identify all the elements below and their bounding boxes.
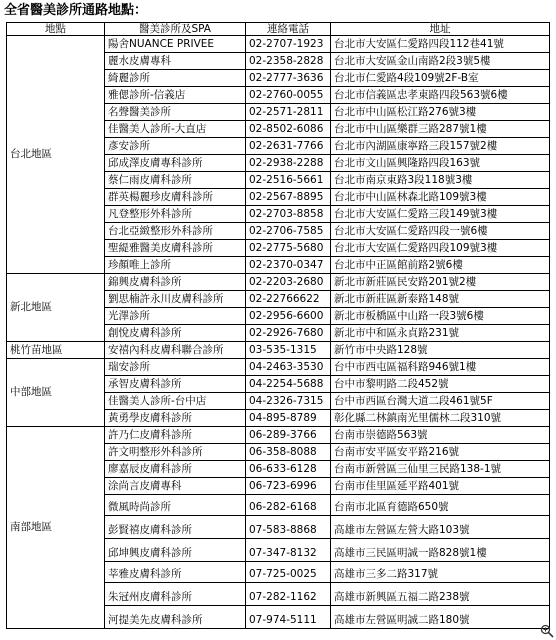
clinic-name-cell: 凡登整形外科診所 <box>105 206 246 223</box>
clinic-name-cell: 聖緹雅醫美皮膚科診所 <box>105 240 246 257</box>
header-address: 地址 <box>331 23 550 36</box>
clinic-name-cell: 黃勇學皮膚科診所 <box>105 410 246 427</box>
phone-cell: 07-583-8868 <box>246 516 331 539</box>
header-clinic: 醫美診所及SPA <box>105 23 246 36</box>
phone-cell: 04-895-8789 <box>246 410 331 427</box>
address-cell: 台北市信義區忠孝東路四段563號6樓 <box>331 87 550 104</box>
address-cell: 台北市中山區林森北路109號3樓 <box>331 189 550 206</box>
region-cell: 南部地區 <box>7 427 105 629</box>
address-cell: 新竹市中央路128號 <box>331 342 550 359</box>
phone-cell: 06-633-6128 <box>246 461 331 478</box>
address-cell: 台北市中山區樂群三路287號1樓 <box>331 121 550 138</box>
clinic-name-cell: 朱冠州皮膚科診所 <box>105 583 246 606</box>
clinic-name-cell: 麗水皮膚專科 <box>105 53 246 70</box>
clinic-name-cell: 珍顏唯上診所 <box>105 257 246 274</box>
clinic-name-cell: 佳醫美人診所-台中店 <box>105 393 246 410</box>
phone-cell: 04-2463-3530 <box>246 359 331 376</box>
phone-cell: 02-2203-2680 <box>246 274 331 291</box>
phone-cell: 02-2703-8858 <box>246 206 331 223</box>
phone-cell: 02-2938-2288 <box>246 155 331 172</box>
address-cell: 台北市中山區松江路276號3樓 <box>331 104 550 121</box>
phone-cell: 06-358-8088 <box>246 444 331 461</box>
clinic-name-cell: 名聲醫美診所 <box>105 104 246 121</box>
address-cell: 台南市安平區安平路216號 <box>331 444 550 461</box>
phone-cell: 02-2358-2828 <box>246 53 331 70</box>
phone-cell: 02-2571-2811 <box>246 104 331 121</box>
phone-cell: 07-282-1162 <box>246 583 331 606</box>
page-title: 全省醫美診所通路地點： <box>4 3 148 18</box>
clinic-name-cell: 彥安診所 <box>105 138 246 155</box>
address-cell: 新北市中和區永貞路231號 <box>331 325 550 342</box>
clinic-name-cell: 群英楊麗珍皮膚科診所 <box>105 189 246 206</box>
address-cell: 台南市崇德路563號 <box>331 427 550 444</box>
region-cell: 新北地區 <box>7 274 105 342</box>
header-location: 地點 <box>7 23 105 36</box>
clinic-name-cell: 涂尚言皮膚專科 <box>105 478 246 495</box>
clinic-name-cell: 創悅皮膚科診所 <box>105 325 246 342</box>
table-body <box>7 36 550 629</box>
phone-cell: 02-22766622 <box>246 291 331 308</box>
clinic-name-cell: 邱成澤皮膚專科診所 <box>105 155 246 172</box>
address-cell: 台北市大安區金山南路2段3號5樓 <box>331 53 550 70</box>
address-cell: 台北市大安區仁愛路四段109號3樓 <box>331 240 550 257</box>
address-cell: 高雄市左營區左營大路103號 <box>331 516 550 539</box>
region-cell: 台北地區 <box>7 36 105 274</box>
clinic-name-cell: 莘雅皮膚科診所 <box>105 562 246 583</box>
address-cell: 台北市內湖區康寧路三段157號2樓 <box>331 138 550 155</box>
phone-cell: 02-2707-1923 <box>246 36 331 53</box>
clinic-name-cell: 蔡仁雨皮膚科診所 <box>105 172 246 189</box>
phone-cell: 02-2775-5680 <box>246 240 331 257</box>
address-cell: 高雄市三多二路317號 <box>331 562 550 583</box>
address-cell: 新北市新莊區民安路201號2樓 <box>331 274 550 291</box>
clinic-name-cell: 光澤診所 <box>105 308 246 325</box>
address-cell: 彰化縣二林鎮南光里儒林二段310號 <box>331 410 550 427</box>
address-cell: 台中市西區台灣大道二段461號5F <box>331 393 550 410</box>
address-cell: 新北市板橋區中山路一段3號6樓 <box>331 308 550 325</box>
clinic-table <box>6 22 550 629</box>
header-phone: 連絡電話 <box>246 23 331 36</box>
phone-cell: 02-2706-7585 <box>246 223 331 240</box>
clinic-name-cell: 許文明整形外科診所 <box>105 444 246 461</box>
clinic-name-cell: 承智皮膚科診所 <box>105 376 246 393</box>
clinic-name-cell: 佳醫美人診所-大直店 <box>105 121 246 138</box>
address-cell: 高雄市三民區明誠一路828號1樓 <box>331 539 550 562</box>
address-cell: 台中市西屯區福科路946號1樓 <box>331 359 550 376</box>
address-cell: 台南市佳里區延平路401號 <box>331 478 550 495</box>
address-cell: 新北市新莊區新泰路148號 <box>331 291 550 308</box>
table-row <box>7 342 550 359</box>
clinic-name-cell: 彭賢禧皮膚科診所 <box>105 516 246 539</box>
clinic-name-cell: 河提美先皮膚科診所 <box>105 606 246 629</box>
phone-cell: 02-2926-7680 <box>246 325 331 342</box>
phone-cell: 06-723-6996 <box>246 478 331 495</box>
table-row <box>7 274 550 291</box>
zoom-icon[interactable] <box>540 624 554 638</box>
clinic-name-cell: 錦興皮膚科診所 <box>105 274 246 291</box>
phone-cell: 07-725-0025 <box>246 562 331 583</box>
phone-cell: 04-2254-5688 <box>246 376 331 393</box>
clinic-name-cell: 廖嘉辰皮膚科診所 <box>105 461 246 478</box>
region-cell: 中部地區 <box>7 359 105 427</box>
address-cell: 台北市文山區興隆路四段163號 <box>331 155 550 172</box>
phone-cell: 04-2326-7315 <box>246 393 331 410</box>
clinic-name-cell: 雅偲診所-信義店 <box>105 87 246 104</box>
address-cell: 台南市新營區三仙里三民路138-1號 <box>331 461 550 478</box>
phone-cell: 02-2956-6600 <box>246 308 331 325</box>
clinic-name-cell: 安禧內科皮膚科聯合診所 <box>105 342 246 359</box>
clinic-name-cell: 許乃仁皮膚科診所 <box>105 427 246 444</box>
address-cell: 高雄市新興區五福二路238號 <box>331 583 550 606</box>
address-cell: 台北市大安區仁愛路四段一號6樓 <box>331 223 550 240</box>
phone-cell: 06-289-3766 <box>246 427 331 444</box>
table-row <box>7 427 550 444</box>
clinic-name-cell: 綺麗診所 <box>105 70 246 87</box>
phone-cell: 02-8502-6086 <box>246 121 331 138</box>
region-cell: 桃竹苗地區 <box>7 342 105 359</box>
phone-cell: 02-2777-3636 <box>246 70 331 87</box>
clinic-name-cell: 台北亞緻整形外科診所 <box>105 223 246 240</box>
phone-cell: 02-2370-0347 <box>246 257 331 274</box>
phone-cell: 03-535-1315 <box>246 342 331 359</box>
phone-cell: 02-2631-7766 <box>246 138 331 155</box>
address-cell: 台北市南京東路3段118號3樓 <box>331 172 550 189</box>
phone-cell: 02-2516-5661 <box>246 172 331 189</box>
table-row <box>7 359 550 376</box>
clinic-name-cell: 微風時尚診所 <box>105 495 246 516</box>
address-cell: 台中市黎明路二段452號 <box>331 376 550 393</box>
address-cell: 台南市北區育德路650號 <box>331 495 550 516</box>
clinic-name-cell: 劉思楠許永川皮膚科診所 <box>105 291 246 308</box>
address-cell: 高雄市左營區明誠二路180號 <box>331 606 550 629</box>
table-row <box>7 36 550 53</box>
phone-cell: 07-347-8132 <box>246 539 331 562</box>
clinic-name-cell: 陽舍NUANCE PRIVEE <box>105 36 246 53</box>
address-cell: 台北市仁愛路4段109號2F-B室 <box>331 70 550 87</box>
clinic-name-cell: 邱坤興皮膚科診所 <box>105 539 246 562</box>
address-cell: 台北市大安區仁愛路四段112巷41號 <box>331 36 550 53</box>
phone-cell: 07-974-5111 <box>246 606 331 629</box>
address-cell: 台北市大安區仁愛路三段149號3樓 <box>331 206 550 223</box>
phone-cell: 02-2567-8895 <box>246 189 331 206</box>
phone-cell: 06-282-6168 <box>246 495 331 516</box>
clinic-name-cell: 瑞安診所 <box>105 359 246 376</box>
table-header-row <box>7 23 550 36</box>
phone-cell: 02-2760-0055 <box>246 87 331 104</box>
address-cell: 台北市中正區館前路2號6樓 <box>331 257 550 274</box>
